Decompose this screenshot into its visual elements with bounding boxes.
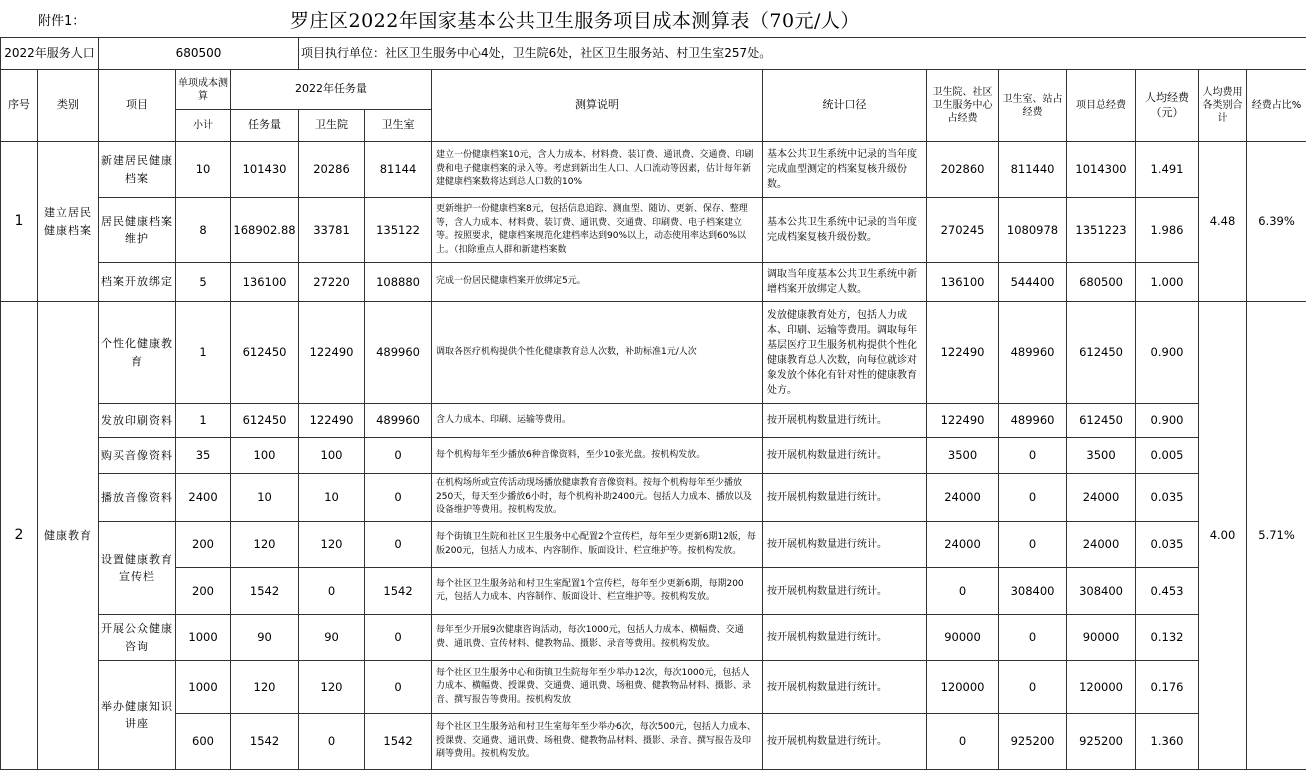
unit-cost: 1000 bbox=[176, 615, 231, 661]
task-count: 612450 bbox=[231, 404, 299, 438]
stat-text: 发放健康教育处方，包括人力成本、印刷、运输等费用。调取每年基层医疗卫生服务机构提供个性化健康教育总人次数，向每位就诊对象发放个体化有针对性的健康教育处方。 bbox=[763, 302, 927, 404]
header-center-cost: 卫生院、社区卫生服务中心占经费 bbox=[927, 70, 999, 142]
hospital-count: 0 bbox=[299, 714, 365, 770]
total-cost: 90000 bbox=[1067, 615, 1136, 661]
item-name: 设置健康教育宣传栏 bbox=[99, 522, 176, 615]
clinic-count: 0 bbox=[365, 615, 432, 661]
per-capita: 0.453 bbox=[1136, 568, 1199, 615]
station-cost: 0 bbox=[999, 438, 1067, 474]
header-total-cost: 项目总经费 bbox=[1067, 70, 1136, 142]
unit-cost: 600 bbox=[176, 714, 231, 770]
unit-cost: 200 bbox=[176, 568, 231, 615]
total-cost: 612450 bbox=[1067, 404, 1136, 438]
station-cost: 544400 bbox=[999, 263, 1067, 302]
table-row bbox=[1, 142, 1306, 198]
station-cost: 811440 bbox=[999, 142, 1067, 198]
info-row bbox=[1, 38, 1306, 70]
header-item: 项目 bbox=[99, 70, 176, 142]
station-cost: 0 bbox=[999, 474, 1067, 522]
stat-text: 按开展机构数量进行统计。 bbox=[763, 404, 927, 438]
task-count: 100 bbox=[231, 438, 299, 474]
group-category: 健康教育 bbox=[38, 302, 99, 770]
total-cost: 1351223 bbox=[1067, 198, 1136, 263]
explain-text: 每个社区卫生服务站和村卫生室每年至少举办6次，每次500元，包括人力成本、授课费、交通费、通讯费、场租费、健教物品材料、摄影、录音、撰写报告及印刷等费用。按机构发放。 bbox=[432, 714, 763, 770]
total-cost: 3500 bbox=[1067, 438, 1136, 474]
header-percent: 经费占比% bbox=[1247, 70, 1306, 142]
group-per-capita-total: 4.00 bbox=[1199, 302, 1247, 770]
explain-text: 每个社区卫生服务站和村卫生室配置1个宣传栏，每年至少更新6期，每期200元，包括人力成本、内容制作、版面设计、栏宣维护等。按机构发放。 bbox=[432, 568, 763, 615]
station-cost: 489960 bbox=[999, 302, 1067, 404]
clinic-count: 0 bbox=[365, 438, 432, 474]
population-value: 680500 bbox=[99, 38, 299, 70]
task-count: 90 bbox=[231, 615, 299, 661]
header-category: 类别 bbox=[38, 70, 99, 142]
clinic-count: 81144 bbox=[365, 142, 432, 198]
item-name: 开展公众健康咨询 bbox=[99, 615, 176, 661]
task-count: 1542 bbox=[231, 714, 299, 770]
stat-text: 按开展机构数量进行统计。 bbox=[763, 661, 927, 714]
total-cost: 925200 bbox=[1067, 714, 1136, 770]
unit-cost: 10 bbox=[176, 142, 231, 198]
center-cost: 90000 bbox=[927, 615, 999, 661]
cost-table bbox=[0, 37, 1306, 770]
task-count: 1542 bbox=[231, 568, 299, 615]
station-cost: 925200 bbox=[999, 714, 1067, 770]
per-capita: 1.000 bbox=[1136, 263, 1199, 302]
task-count: 120 bbox=[231, 522, 299, 568]
hospital-count: 90 bbox=[299, 615, 365, 661]
task-count: 136100 bbox=[231, 263, 299, 302]
center-cost: 136100 bbox=[927, 263, 999, 302]
header-hospital: 卫生院 bbox=[299, 110, 365, 142]
center-cost: 3500 bbox=[927, 438, 999, 474]
per-capita: 1.491 bbox=[1136, 142, 1199, 198]
center-cost: 24000 bbox=[927, 522, 999, 568]
per-capita: 0.900 bbox=[1136, 302, 1199, 404]
table-row bbox=[1, 438, 1306, 474]
clinic-count: 489960 bbox=[365, 302, 432, 404]
header-category-per-capita: 人均费用各类别合计 bbox=[1199, 70, 1247, 142]
task-count: 101430 bbox=[231, 142, 299, 198]
hospital-count: 120 bbox=[299, 661, 365, 714]
header-stat: 统计口径 bbox=[763, 70, 927, 142]
unit-cost: 1 bbox=[176, 404, 231, 438]
center-cost: 202860 bbox=[927, 142, 999, 198]
item-name: 购买音像资料 bbox=[99, 438, 176, 474]
clinic-count: 135122 bbox=[365, 198, 432, 263]
executing-units: 项目执行单位：社区卫生服务中心4处，卫生院6处，社区卫生服务站、村卫生室257处。 bbox=[299, 38, 1306, 70]
group-category: 建立居民健康档案 bbox=[38, 142, 99, 302]
center-cost: 122490 bbox=[927, 302, 999, 404]
attachment-label: 附件1： bbox=[38, 14, 86, 29]
explain-text: 含人力成本、印刷、运输等费用。 bbox=[432, 404, 763, 438]
hospital-count: 0 bbox=[299, 568, 365, 615]
stat-text: 按开展机构数量进行统计。 bbox=[763, 474, 927, 522]
unit-cost: 1 bbox=[176, 302, 231, 404]
center-cost: 122490 bbox=[927, 404, 999, 438]
total-cost: 120000 bbox=[1067, 661, 1136, 714]
unit-cost: 8 bbox=[176, 198, 231, 263]
clinic-count: 0 bbox=[365, 474, 432, 522]
per-capita: 0.900 bbox=[1136, 404, 1199, 438]
header-seq: 序号 bbox=[1, 70, 38, 142]
header-tasks-2022: 2022年任务量 bbox=[231, 70, 432, 110]
unit-cost: 200 bbox=[176, 522, 231, 568]
explain-text: 每年至少开展9次健康咨询活动，每次1000元，包括人力成本、横幅费、交通费、通讯费、宣传材料、健教物品、摄影、录音等费用。按机构发放。 bbox=[432, 615, 763, 661]
task-count: 120 bbox=[231, 661, 299, 714]
table-row bbox=[1, 522, 1306, 568]
explain-text: 每个机构每年至少播放6种音像资料，至少10张光盘。按机构发放。 bbox=[432, 438, 763, 474]
task-count: 612450 bbox=[231, 302, 299, 404]
table-row bbox=[1, 302, 1306, 404]
header-clinic: 卫生室 bbox=[365, 110, 432, 142]
task-count: 10 bbox=[231, 474, 299, 522]
table-row bbox=[1, 661, 1306, 714]
stat-text: 按开展机构数量进行统计。 bbox=[763, 615, 927, 661]
stat-text: 基本公共卫生系统中记录的当年度完成档案复核升级份数。 bbox=[763, 198, 927, 263]
header-station-cost: 卫生室、站占经费 bbox=[999, 70, 1067, 142]
table-row bbox=[1, 198, 1306, 263]
hospital-count: 27220 bbox=[299, 263, 365, 302]
clinic-count: 1542 bbox=[365, 714, 432, 770]
clinic-count: 489960 bbox=[365, 404, 432, 438]
item-name: 居民健康档案维护 bbox=[99, 198, 176, 263]
clinic-count: 0 bbox=[365, 661, 432, 714]
explain-text: 每个社区卫生服务中心和街镇卫生院每年至少举办12次，每次1000元，包括人力成本、横幅费、授课费、交通费、通讯费、场租费、健教物品材料、摄影、录音、撰写报告等费用。按机构发放 bbox=[432, 661, 763, 714]
item-name: 档案开放绑定 bbox=[99, 263, 176, 302]
total-cost: 24000 bbox=[1067, 474, 1136, 522]
item-name: 发放印刷资料 bbox=[99, 404, 176, 438]
stat-text: 基本公共卫生系统中记录的当年度完成血型测定的档案复核升级份数。 bbox=[763, 142, 927, 198]
item-name: 个性化健康教育 bbox=[99, 302, 176, 404]
explain-text: 在机构场所或宣传活动现场播放健康教育音像资料。按每个机构每年至少播放250天，每天至少播放6小时，每个机构补助2400元。包括人力成本、播放以及设备维护等费用。按机构发放。 bbox=[432, 474, 763, 522]
station-cost: 308400 bbox=[999, 568, 1067, 615]
group-percent: 5.71% bbox=[1247, 302, 1306, 770]
header-explain: 测算说明 bbox=[432, 70, 763, 142]
clinic-count: 0 bbox=[365, 522, 432, 568]
per-capita: 1.986 bbox=[1136, 198, 1199, 263]
item-name: 举办健康知识讲座 bbox=[99, 661, 176, 770]
clinic-count: 108880 bbox=[365, 263, 432, 302]
group-seq: 2 bbox=[1, 302, 38, 770]
unit-cost: 5 bbox=[176, 263, 231, 302]
per-capita: 0.035 bbox=[1136, 522, 1199, 568]
clinic-count: 1542 bbox=[365, 568, 432, 615]
table-row bbox=[1, 404, 1306, 438]
group-percent: 6.39% bbox=[1247, 142, 1306, 302]
stat-text: 按开展机构数量进行统计。 bbox=[763, 522, 927, 568]
explain-text: 完成一份居民健康档案开放绑定5元。 bbox=[432, 263, 763, 302]
hospital-count: 120 bbox=[299, 522, 365, 568]
stat-text: 按开展机构数量进行统计。 bbox=[763, 438, 927, 474]
explain-text: 每个街镇卫生院和社区卫生服务中心配置2个宣传栏，每年至少更新6期12版，每版200元，包括人力成本、内容制作、版面设计、栏宣维护等。按机构发放。 bbox=[432, 522, 763, 568]
table-row bbox=[1, 714, 1306, 770]
table-row bbox=[1, 263, 1306, 302]
hospital-count: 122490 bbox=[299, 302, 365, 404]
hospital-count: 122490 bbox=[299, 404, 365, 438]
population-label: 2022年服务人口 bbox=[1, 38, 99, 70]
unit-cost: 35 bbox=[176, 438, 231, 474]
header-per-capita: 人均经费（元） bbox=[1136, 70, 1199, 142]
center-cost: 24000 bbox=[927, 474, 999, 522]
unit-cost: 2400 bbox=[176, 474, 231, 522]
per-capita: 0.132 bbox=[1136, 615, 1199, 661]
unit-cost: 1000 bbox=[176, 661, 231, 714]
page-title: 罗庄区2022年国家基本公共卫生服务项目成本测算表（70元/人） bbox=[290, 10, 860, 32]
station-cost: 0 bbox=[999, 661, 1067, 714]
table-row bbox=[1, 615, 1306, 661]
total-cost: 1014300 bbox=[1067, 142, 1136, 198]
item-name: 新建居民健康档案 bbox=[99, 142, 176, 198]
header-subtotal: 小计 bbox=[176, 110, 231, 142]
station-cost: 489960 bbox=[999, 404, 1067, 438]
stat-text: 按开展机构数量进行统计。 bbox=[763, 714, 927, 770]
stat-text: 调取当年度基本公共卫生系统中新增档案开放绑定人数。 bbox=[763, 263, 927, 302]
station-cost: 1080978 bbox=[999, 198, 1067, 263]
task-count: 168902.88 bbox=[231, 198, 299, 263]
explain-text: 建立一份健康档案10元，含人力成本、材料费、装订费、通讯费、交通费、印刷费和电子健康档案的录入等。考虑到新出生人口、人口流动等因素，估计每年新建健康档案数将达到总人口数的10% bbox=[432, 142, 763, 198]
total-cost: 308400 bbox=[1067, 568, 1136, 615]
center-cost: 0 bbox=[927, 568, 999, 615]
per-capita: 0.035 bbox=[1136, 474, 1199, 522]
header-unit-cost: 单项成本测算 bbox=[176, 70, 231, 110]
item-name: 播放音像资料 bbox=[99, 474, 176, 522]
per-capita: 0.176 bbox=[1136, 661, 1199, 714]
total-cost: 24000 bbox=[1067, 522, 1136, 568]
center-cost: 270245 bbox=[927, 198, 999, 263]
hospital-count: 33781 bbox=[299, 198, 365, 263]
hospital-count: 10 bbox=[299, 474, 365, 522]
header-row-1 bbox=[1, 70, 1306, 110]
table-row bbox=[1, 568, 1306, 615]
table-row bbox=[1, 474, 1306, 522]
total-cost: 680500 bbox=[1067, 263, 1136, 302]
stat-text: 按开展机构数量进行统计。 bbox=[763, 568, 927, 615]
explain-text: 调取各医疗机构提供个性化健康教育总人次数，补助标准1元/人次 bbox=[432, 302, 763, 404]
center-cost: 120000 bbox=[927, 661, 999, 714]
station-cost: 0 bbox=[999, 522, 1067, 568]
explain-text: 更新维护一份健康档案8元，包括信息追踪、测血型、随访、更新、保存、整理等，含人力成本、材料费、装订费、通讯费、交通费、印刷费、电子档案建立等。按照要求，健康档案规范化建档率达到90%以上，动态使用率达到60%以上。（扣除重点人群和新建档案数 bbox=[432, 198, 763, 263]
header-task: 任务量 bbox=[231, 110, 299, 142]
center-cost: 0 bbox=[927, 714, 999, 770]
per-capita: 0.005 bbox=[1136, 438, 1199, 474]
hospital-count: 20286 bbox=[299, 142, 365, 198]
station-cost: 0 bbox=[999, 615, 1067, 661]
group-per-capita-total: 4.48 bbox=[1199, 142, 1247, 302]
hospital-count: 100 bbox=[299, 438, 365, 474]
group-seq: 1 bbox=[1, 142, 38, 302]
per-capita: 1.360 bbox=[1136, 714, 1199, 770]
total-cost: 612450 bbox=[1067, 302, 1136, 404]
